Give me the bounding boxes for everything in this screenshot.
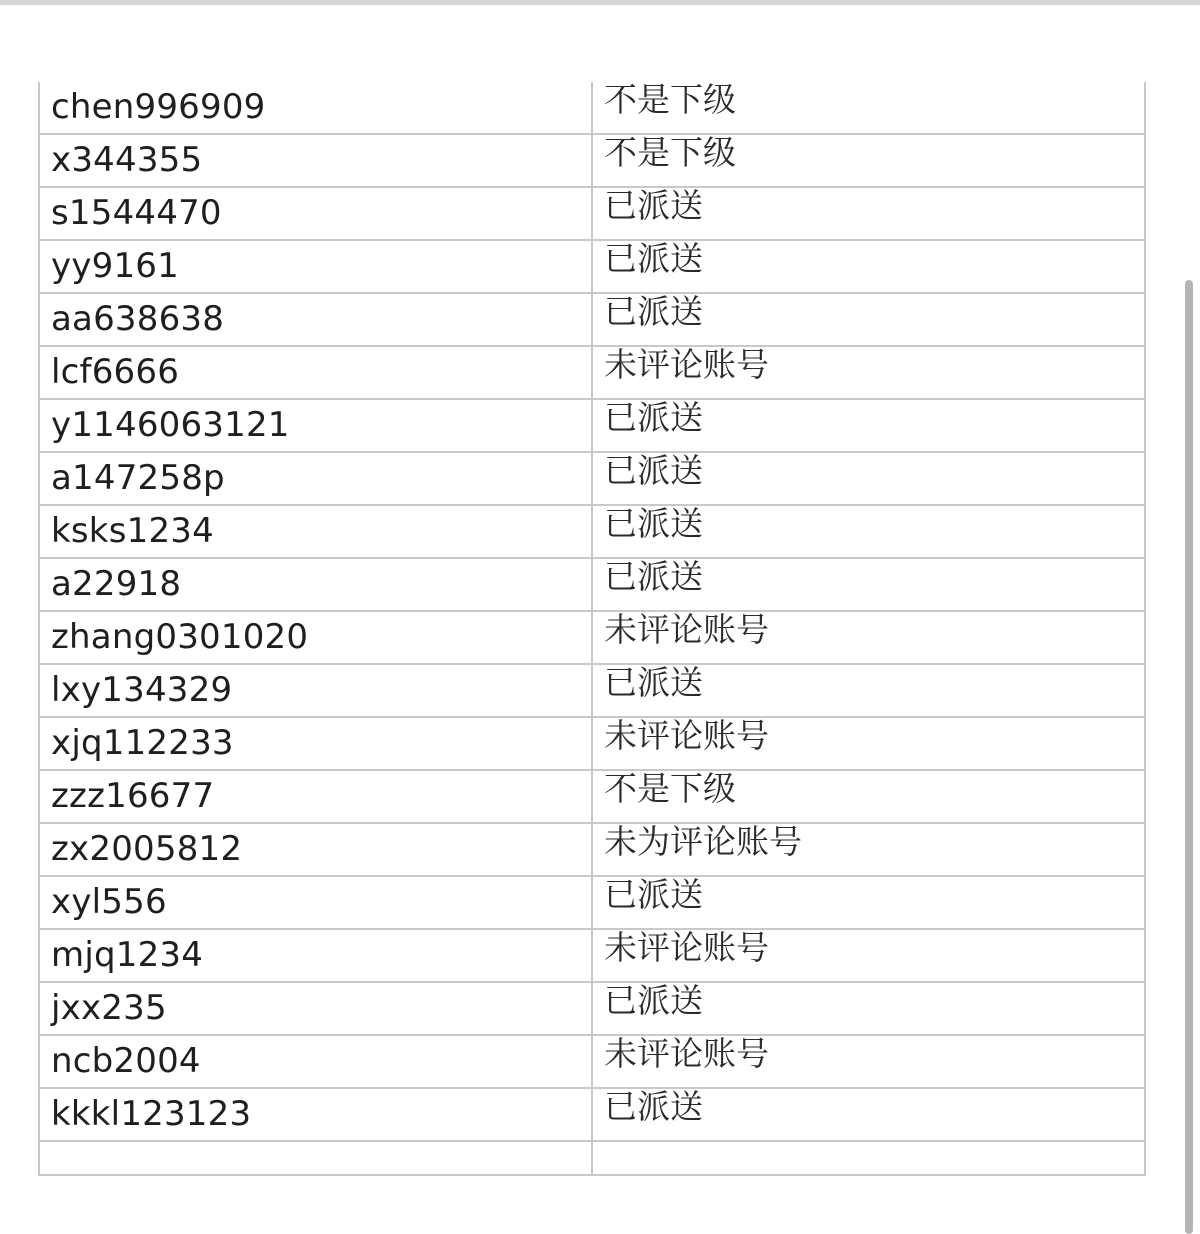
account-cell[interactable]: x344355 bbox=[39, 134, 592, 187]
account-cell[interactable]: lxy134329 bbox=[39, 664, 592, 717]
vertical-scrollbar-thumb[interactable] bbox=[1185, 280, 1193, 1234]
status-cell[interactable]: 未评论账号 bbox=[592, 929, 1145, 982]
table-row bbox=[39, 717, 1145, 770]
status-cell[interactable]: 不是下级 bbox=[592, 82, 1145, 134]
table-row bbox=[39, 346, 1145, 399]
status-cell[interactable]: 未评论账号 bbox=[592, 717, 1145, 770]
table-row bbox=[39, 399, 1145, 452]
account-cell[interactable]: ncb2004 bbox=[39, 1035, 592, 1088]
table-row bbox=[39, 664, 1145, 717]
window-top-edge bbox=[0, 0, 1200, 5]
status-cell[interactable]: 已派送 bbox=[592, 399, 1145, 452]
table-row bbox=[39, 293, 1145, 346]
account-cell[interactable]: a22918 bbox=[39, 558, 592, 611]
account-cell[interactable]: yy9161 bbox=[39, 240, 592, 293]
status-cell[interactable]: 不是下级 bbox=[592, 134, 1145, 187]
status-cell[interactable]: 不是下级 bbox=[592, 770, 1145, 823]
table-row bbox=[39, 823, 1145, 876]
status-cell[interactable]: 已派送 bbox=[592, 1088, 1145, 1141]
empty-account-cell[interactable] bbox=[39, 1141, 592, 1175]
account-cell[interactable]: aa638638 bbox=[39, 293, 592, 346]
account-cell[interactable]: zhang0301020 bbox=[39, 611, 592, 664]
account-cell[interactable]: y1146063121 bbox=[39, 399, 592, 452]
table-row bbox=[39, 611, 1145, 664]
status-cell[interactable]: 已派送 bbox=[592, 240, 1145, 293]
account-status-table bbox=[38, 82, 1146, 1176]
account-cell[interactable]: kkkl123123 bbox=[39, 1088, 592, 1141]
table-row bbox=[39, 1088, 1145, 1141]
status-cell[interactable]: 已派送 bbox=[592, 664, 1145, 717]
status-cell[interactable]: 已派送 bbox=[592, 982, 1145, 1035]
table-container bbox=[38, 82, 1144, 1176]
status-cell[interactable]: 已派送 bbox=[592, 187, 1145, 240]
account-cell[interactable]: mjq1234 bbox=[39, 929, 592, 982]
table-row bbox=[39, 558, 1145, 611]
table-row bbox=[39, 929, 1145, 982]
table-row bbox=[39, 1035, 1145, 1088]
account-cell[interactable]: jxx235 bbox=[39, 982, 592, 1035]
status-cell[interactable]: 未评论账号 bbox=[592, 346, 1145, 399]
empty-table-row bbox=[39, 1141, 1145, 1175]
status-cell[interactable]: 未为评论账号 bbox=[592, 823, 1145, 876]
status-cell[interactable]: 已派送 bbox=[592, 876, 1145, 929]
table-row bbox=[39, 505, 1145, 558]
status-cell[interactable]: 已派送 bbox=[592, 452, 1145, 505]
table-row bbox=[39, 134, 1145, 187]
account-cell[interactable]: zx2005812 bbox=[39, 823, 592, 876]
table-row bbox=[39, 82, 1145, 134]
status-cell[interactable]: 已派送 bbox=[592, 293, 1145, 346]
table-row bbox=[39, 770, 1145, 823]
status-cell[interactable]: 已派送 bbox=[592, 558, 1145, 611]
account-cell[interactable]: zzz16677 bbox=[39, 770, 592, 823]
table-row bbox=[39, 452, 1145, 505]
status-cell[interactable]: 未评论账号 bbox=[592, 611, 1145, 664]
table-row bbox=[39, 187, 1145, 240]
account-cell[interactable]: ksks1234 bbox=[39, 505, 592, 558]
table-row bbox=[39, 240, 1145, 293]
account-cell[interactable]: a147258p bbox=[39, 452, 592, 505]
account-cell[interactable]: s1544470 bbox=[39, 187, 592, 240]
account-cell[interactable]: lcf6666 bbox=[39, 346, 592, 399]
table-row bbox=[39, 876, 1145, 929]
account-cell[interactable]: xjq112233 bbox=[39, 717, 592, 770]
account-cell[interactable]: chen996909 bbox=[39, 82, 592, 134]
status-cell[interactable]: 已派送 bbox=[592, 505, 1145, 558]
status-cell[interactable]: 未评论账号 bbox=[592, 1035, 1145, 1088]
account-cell[interactable]: xyl556 bbox=[39, 876, 592, 929]
empty-status-cell[interactable] bbox=[592, 1141, 1145, 1175]
table-row bbox=[39, 982, 1145, 1035]
